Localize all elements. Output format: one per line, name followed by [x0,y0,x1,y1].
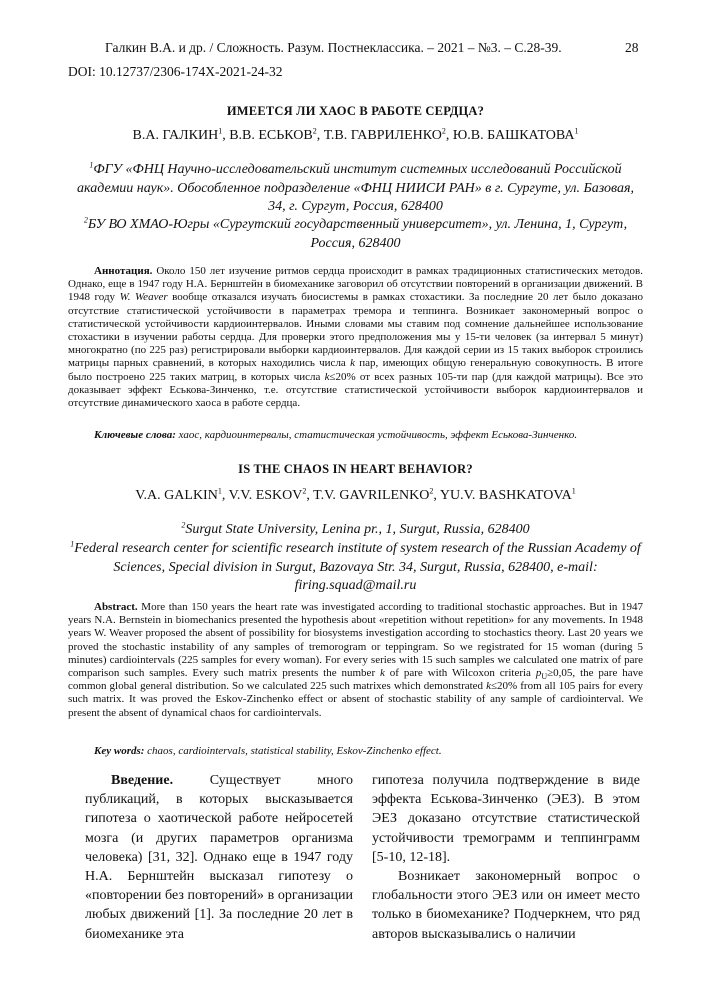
author-name: YU.V. BASHKATOVA [439,488,572,503]
en-title: IS THE CHAOS IN HEART BEHAVIOR? [238,462,473,476]
author-sup: 1 [217,486,222,496]
keywords-text: chaos, cardiointervals, statistical stability, Eskov-Zinchenko effect. [144,745,442,757]
abstract-text: ≤20% от всех разных 105-ти пар (для каждой матрицы). Все это доказывает эффект Еськова-Зинченко, т.е. отсутствие статистической устойчивости выборок кардиоинтервалов и отсутствие динамического хаоса в работе сердца. [68,370,644,410]
abstract-text: ≤20% from all 105 pairs for every such matrix. It was proved the Eskov-Zinchenko effect or absent of stochastic stability of any sample of cardiointerval. We present the absent of dynamical chaos for cardiointervals. [68,680,643,719]
keywords-label: Ключевые слова: [94,429,176,441]
intro-label: Введение. [111,773,174,788]
abstract-text: k [380,667,385,680]
keywords-text: хаос, кардиоинтервалы, статистическая устойчивость, эффект Еськова-Зинченко. [175,429,578,441]
ru-abstract [68,265,643,410]
author-name: В.В. ЕСЬКОВ [229,128,313,143]
abstract-text: p [535,667,542,680]
affil-sup: 2 [83,215,88,225]
abstract-text: вообще отказался изучать биосистемы в рамках стохастики. За последние 20 лет было доказано отсутствие статистической устойчивости в параметрах тремора и теппинга. Возникает закономерный вопрос о статистической устойчивости кардиоинтервалов. Иными словами мы ставим под сомнение дальнейшее использование стохастики в изучении работы сердца. Для проверки этого предположения мы у 15-ти человек (за интервал 5 минут) многократно (по 225 раз) регистрировали выборки кардиоинтервалов. Для каждой серии из 15 таких выборок строились матрицы парных сравнений, в которых находились числа [68,291,644,370]
body-text: гипотеза получила подтверждение в виде эффекта Еськова-Зинченко (ЭЕЗ). В этом ЭЕЗ доказано отсутствие статистической устойчивости тремограмм и теппинграмм [5-10, 12-18]. [372,773,640,865]
author-name: T.V. GAVRILENKO [313,488,430,503]
abstract-text: пар, имеющих общую генеральную совокупность. В итоге было построено 225 таких матриц, в которых числа [68,357,643,383]
abstract-text: U [541,672,548,682]
affil-sup: 1 [70,539,75,549]
body-text: Возникает закономерный вопрос о глобальности этого ЭЕЗ или он имеет место только в биомеханике? Подчеркнем, что ряд авторов высказывались о наличии [372,869,640,942]
affil-text: Federal research center for scientific research institute of system research of the Russian Academy of Sciences, Special division in Surgut, Bazovaya Str. 34, Surgut, Russia, 628400, e-mail: firing.squad@mail.ru [74,541,641,593]
author-sup: 1 [571,486,576,496]
ru-title: ИМЕЕТСЯ ЛИ ХАОС В РАБОТЕ СЕРДЦА? [226,104,485,118]
body-text: Существует много публикаций, в которых высказывается гипотеза о хаотической работе нейросетей мозга (и других параметров организма человека) [31, 32]. Однако еще в 1947 году Н.А. Бернштейн высказал гипотезу о «повторении без повторений» в организации любых движений [1]. За последние 20 лет в биомеханике эта [85,773,353,942]
author-sup: 1 [574,126,579,136]
abstract-label: Abstract. [94,601,138,613]
author-name: В.А. ГАЛКИН [132,128,219,143]
affil-sup: 1 [89,160,94,170]
doi: DOI: 10.12737/2306-174X-2021-24-32 [68,64,283,79]
ru-keywords [68,429,643,442]
author-sup: 2 [312,126,317,136]
body-left-column [85,771,353,944]
author-name: Т.В. ГАВРИЛЕНКО [323,128,442,143]
ru-affiliation-1 [68,161,643,217]
page-number: 28 [625,40,639,55]
affil-sup: 2 [181,520,186,530]
ru-authors: В.А. ГАЛКИН$^1$, В.В. ЕСЬКОВ$^2$, Т.В. ГАВРИЛЕНКО$^2$, Ю.В. БАШКАТОВА$^1$ [132,126,579,143]
affil-text: БУ ВО ХМАО-Югры «Сургутский государственный университет», ул. Ленина, 1, Сургут, Россия, 628400 [87,217,628,251]
ru-affiliation-2 [68,216,643,253]
author-name: V.V. ESKOV [228,488,303,503]
affil-text: Surgut State University, Lenina pr., 1, Surgut, Russia, 628400 [185,522,530,537]
abstract-text: k [486,680,491,693]
affil-text: ФГУ «ФНЦ Научно-исследовательский институт системных исследований Российской академии наук». Обособленное подразделение «ФНЦ НИИСИ РАН» в г. Сургуте, ул. Базовая, 34, г. Сургут, Россия, 628400 [77,162,634,214]
en-keywords [68,745,643,758]
author-sup: 2 [429,486,434,496]
abstract-text: Около 150 лет изучение ритмов сердца происходит в рамках традиционных статистических методов. Однако, еще в 1947 году Н.А. Бернштейн в биомеханике заговорил об отсутствии повторений в организации движений. В 1948 году [68,265,643,304]
abstract-text: W. Weaver [119,291,168,304]
en-authors: V.A. GALKIN$^1$, V.V. ESKOV$^2$, T.V. GAVRILENKO$^2$, YU.V. BASHKATOVA$^1$ [135,486,576,503]
keywords-label: Key words: [94,745,145,757]
abstract-text: k [324,370,330,383]
author-sup: 1 [218,126,223,136]
body-right-column [372,771,640,944]
abstract-text: ≥0,05, the pare have common global general distribution. So we calculated 225 such matrixes which demonstrated [68,667,643,693]
en-abstract [68,601,643,720]
author-sup: 2 [302,486,307,496]
author-name: V.A. GALKIN [135,488,218,503]
author-name: Ю.В. БАШКАТОВА [452,128,575,143]
author-sup: 2 [441,126,446,136]
running-head: Галкин В.А. и др. / Сложность. Разум. Постнеклассика. – 2021 – №3. – С.28-39. [105,40,562,55]
abstract-text: k [350,357,355,370]
abstract-label: Аннотация. [94,265,153,277]
abstract-text: of pare with Wilcoxon criteria [384,667,536,680]
en-affiliation-2 [68,540,643,596]
en-affiliation-1 [68,521,643,540]
abstract-text: More than 150 years the heart rate was investigated according to traditional stochastic approaches. But in 1947 years N.A. Bernstein in biomechanics presented the hypothesis about «repetition without repetition» for any movements. In 1948 years W. Weaver proposed the absent of possibility for biosystems investigation according to stochastics theory. Last 20 years we proved the stochastic instability of any samples of tremorogram or teppingram. So we registrated for 15 woman (during 5 minutes) cardiointervals (225 samples for every woman). For every series with 15 such samples we calculated one matrix of pare comparison such samples. Every such matrix presents the number [68,601,643,680]
